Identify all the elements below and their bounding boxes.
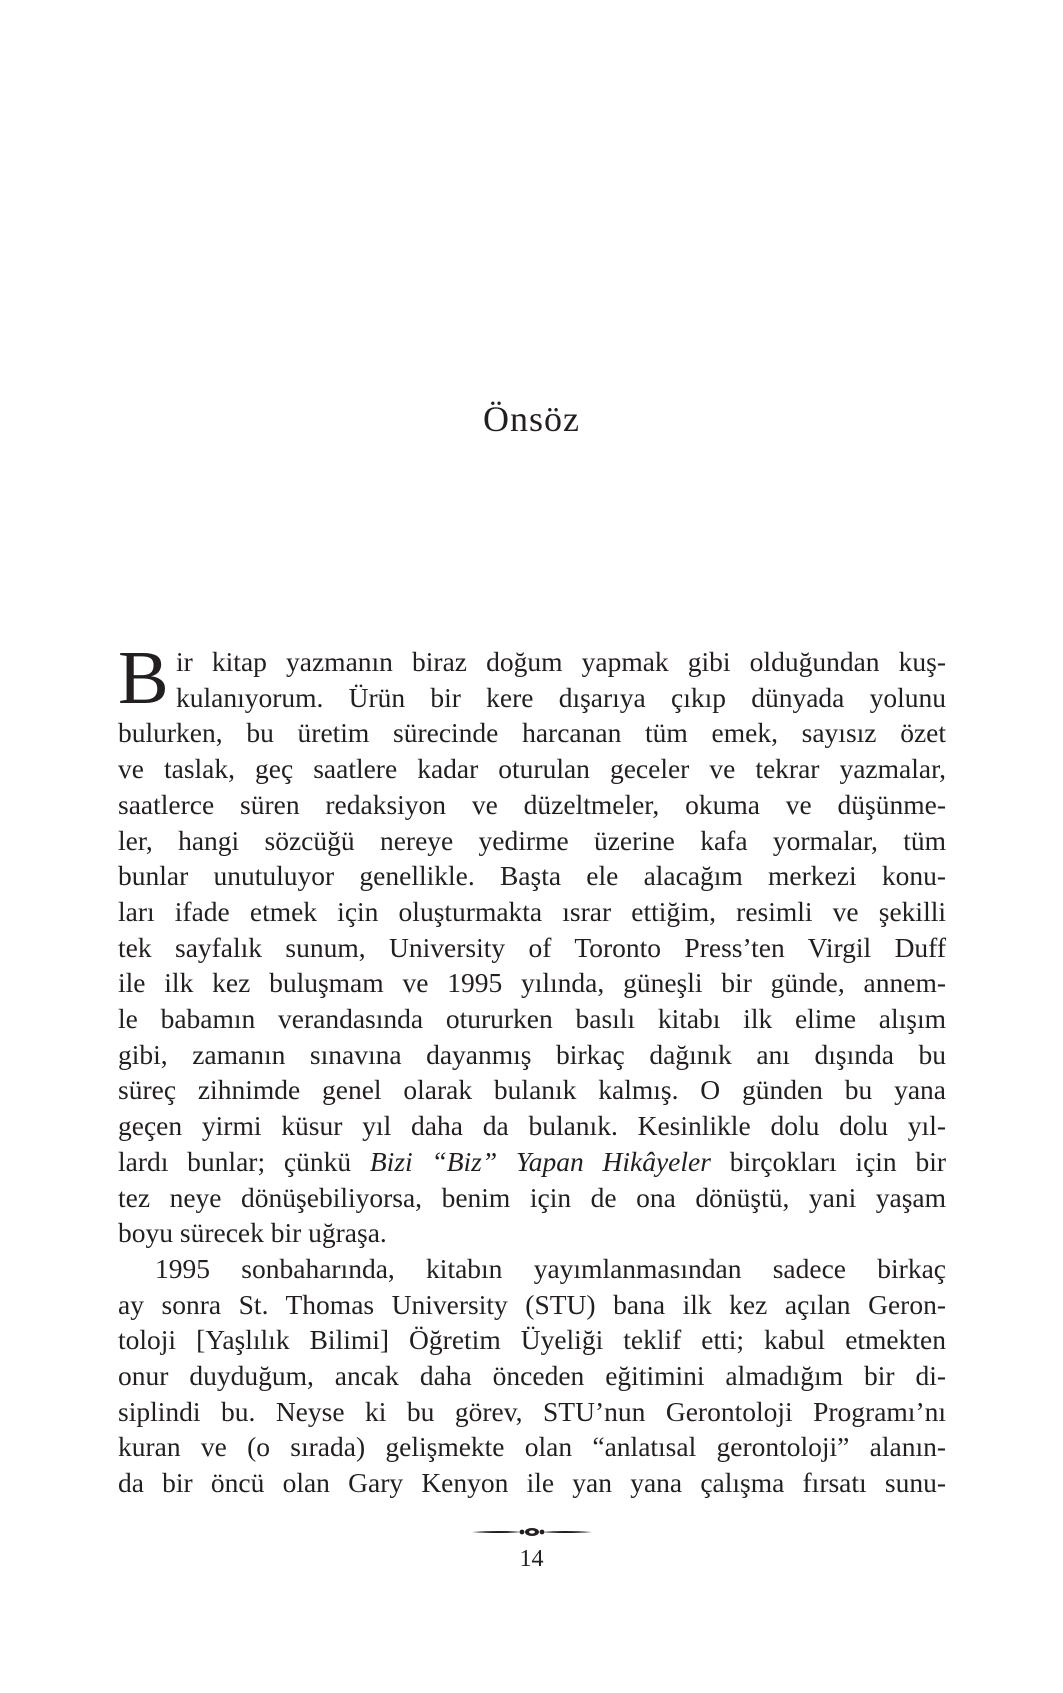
text-line: ları ifade etmek için oluşturmakta ısrar ettiğim, resimli ve şekilli [118,895,946,927]
decorative-flourish-icon [470,1526,594,1538]
text-line: tez neye dönüşebiliyorsa, benim için de ona dönüştü, yani yaşam [118,1181,946,1213]
text-line: geçen yirmi küsur yıl daha da bulanık. Kesinlikle dolu dolu yıl- [118,1110,946,1142]
text-line [118,1144,946,1180]
text-line: ir kitap yazmanın biraz doğum yapmak gibi olduğundan kuş- [176,646,946,677]
text-line: ve taslak, geç saatlere kadar oturulan geceler ve tekrar yazmalar, [118,753,946,785]
text-line: da bir öncü olan Gary Kenyon ile yan yana çalışma fırsatı sunu- [118,1467,946,1499]
page-title: Önsöz [483,399,580,439]
text-line: bunlar unutuluyor genellikle. Başta ele alacağım merkezi konu- [118,860,946,892]
text-line: kuran ve (o sırada) gelişmekte olan “anlatısal gerontoloji” alanın- [118,1431,946,1463]
text-line: gibi, zamanın sınavına dayanmış birkaç dağınık anı dışında bu [118,1038,946,1070]
book-title-italic: Bizi “Biz” Yapan Hikâyeler [369,1145,711,1177]
text-line: kulanıyorum. Ürün bir kere dışarıya çıkıp dünyada yolunu [176,681,946,713]
text-line: boyu sürecek bir uğraşa. [118,1217,387,1249]
text-line: tek sayfalık sunum, University of Toronto Press’ten Virgil Duff [118,931,946,963]
text-line: onur duyduğum, ancak daha önceden eğitimini almadığım bir di- [118,1360,946,1392]
text-segment: lardı bunlar; çünkü [118,1145,370,1177]
page-number: 14 [519,1546,544,1572]
text-line: süreç zihnimde genel olarak bulanık kalmış. O günden bu yana [118,1074,946,1106]
text-line: ay sonra St. Thomas University (STU) bana ilk kez açılan Geron- [118,1288,946,1320]
text-line: ile ilk kez buluşmam ve 1995 yılında, güneşli bir günde, annem- [118,967,946,999]
text-line: siplindi bu. Neyse ki bu görev, STU’nun Gerontoloji Programı’nı [118,1395,946,1427]
text-line: saatlerce süren redaksiyon ve düzeltmeler, okuma ve düşünme- [118,788,946,820]
text-line: toloji [Yaşlılık Bilimi] Öğretim Üyeliği teklif etti; kabul etmekten [118,1324,946,1356]
text-line: le babamın verandasında otururken basılı kitabı ilk elime alışım [118,1003,946,1035]
text-line: ler, hangi sözcüğü nereye yedirme üzerine kafa yormalar, tüm [118,824,946,856]
drop-cap: B [118,636,169,720]
text-line: 1995 sonbaharında, kitabın yayımlanmasından sadece birkaç [155,1252,946,1284]
text-line: bulurken, bu üretim sürecinde harcanan tüm emek, sayısız özet [118,717,946,749]
text-segment: birçokları için bir [710,1145,947,1177]
body-text [118,636,947,1501]
